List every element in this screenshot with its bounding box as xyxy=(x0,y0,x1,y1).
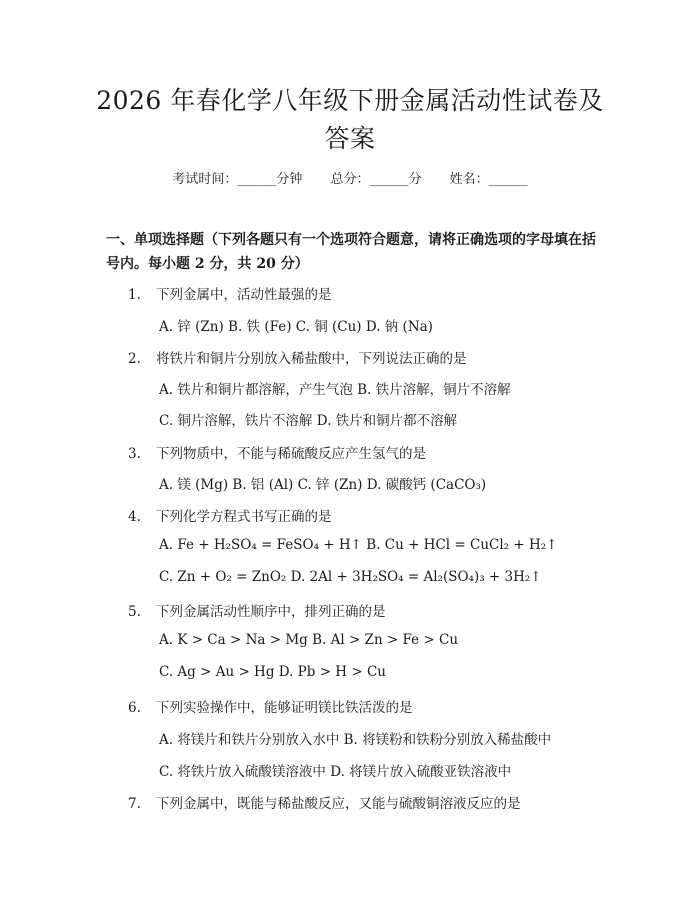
question-5 xyxy=(128,600,386,620)
question-2 xyxy=(128,347,467,367)
question-3-options: A. 镁 (Mg) B. 铝 (Al) C. 锌 (Zn) D. 碳酸钙 (CaCO₃) xyxy=(159,477,487,493)
student-name: 姓名：______ xyxy=(449,172,528,187)
exam-time: 考试时间：______分钟 xyxy=(172,172,303,187)
question-2-options-ab: A. 铁片和铜片都溶解，产生气泡 B. 铁片溶解，铜片不溶解 xyxy=(159,382,511,398)
question-number: 7. xyxy=(128,796,141,812)
question-4 xyxy=(128,505,332,525)
question-5-options-cd: C. Ag > Au > Hg D. Pb > H > Cu xyxy=(159,664,386,680)
question-number: 6. xyxy=(128,700,141,716)
document-title xyxy=(0,82,700,158)
question-7 xyxy=(128,792,521,812)
exam-score: 总分：______分 xyxy=(330,172,422,187)
question-text: 将铁片和铜片分别放入稀盐酸中，下列说法正确的是 xyxy=(156,351,467,367)
question-number: 3. xyxy=(128,446,141,462)
question-2-options-cd: C. 铜片溶解，铁片不溶解 D. 铁片和铜片都不溶解 xyxy=(159,413,458,429)
question-number: 1. xyxy=(128,287,141,303)
title-line-2: 答案 xyxy=(324,124,376,153)
question-1-options: A. 锌 (Zn) B. 铁 (Fe) C. 铜 (Cu) D. 钠 (Na) xyxy=(159,319,433,335)
question-3 xyxy=(128,442,426,462)
question-1 xyxy=(128,283,332,303)
question-number: 2. xyxy=(128,351,141,367)
section-heading: 一、单项选择题（下列各题只有一个选项符合题意，请将正确选项的字母填在括号内。每小题 2 分，共 20 分） xyxy=(106,232,596,272)
exam-info-line xyxy=(0,168,700,187)
question-number: 5. xyxy=(128,604,141,620)
question-text: 下列物质中，不能与稀硫酸反应产生氢气的是 xyxy=(156,446,426,462)
question-6 xyxy=(128,696,413,716)
question-number: 4. xyxy=(128,509,141,525)
question-4-options-cd: C. Zn + O₂ = ZnO₂ D. 2Al + 3H₂SO₄ = Al₂(SO₄)₃ + 3H₂↑ xyxy=(159,569,542,585)
question-text: 下列金属中，活动性最强的是 xyxy=(156,287,332,303)
question-text: 下列金属中，既能与稀盐酸反应，又能与硫酸铜溶液反应的是 xyxy=(156,796,521,812)
question-5-options-ab: A. K > Ca > Na > Mg B. Al > Zn > Fe > Cu xyxy=(159,632,459,648)
question-6-options-ab: A. 将镁片和铁片分别放入水中 B. 将镁粉和铁粉分别放入稀盐酸中 xyxy=(159,732,552,748)
question-text: 下列实验操作中，能够证明镁比铁活泼的是 xyxy=(156,700,413,716)
title-line-1: 2026 年春化学八年级下册金属活动性试卷及 xyxy=(96,86,604,115)
question-text: 下列金属活动性顺序中，排列正确的是 xyxy=(156,604,386,620)
question-4-options-ab: A. Fe + H₂SO₄ = FeSO₄ + H↑ B. Cu + HCl = CuCl₂ + H₂↑ xyxy=(159,537,558,553)
question-6-options-cd: C. 将铁片放入硫酸镁溶液中 D. 将镁片放入硫酸亚铁溶液中 xyxy=(159,764,512,780)
question-text: 下列化学方程式书写正确的是 xyxy=(156,509,332,525)
